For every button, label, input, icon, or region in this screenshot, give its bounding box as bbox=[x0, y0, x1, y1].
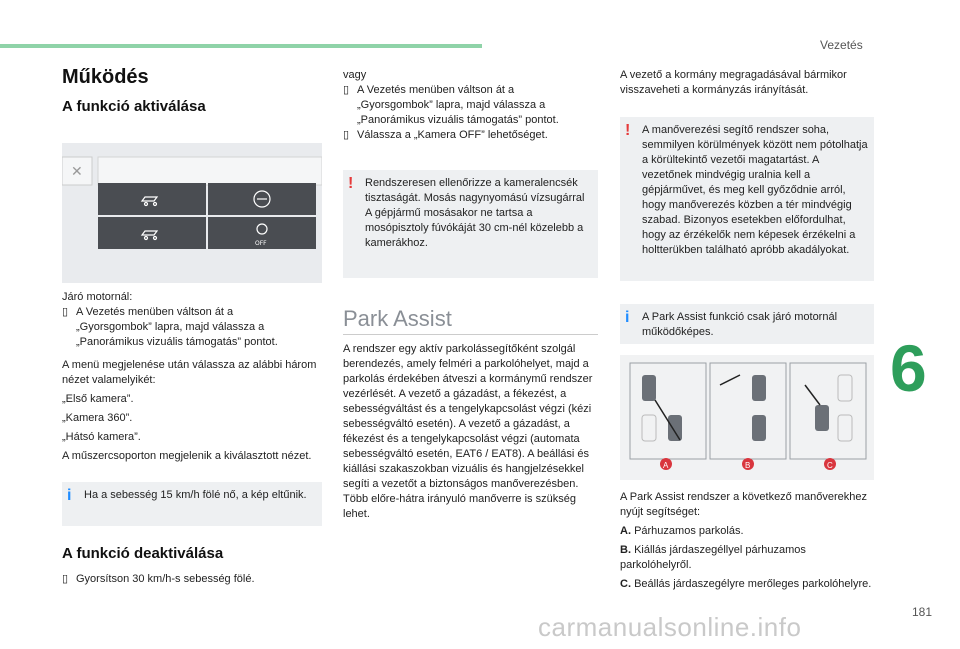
section-title-park-assist: Park Assist bbox=[343, 306, 452, 331]
bullet-item bbox=[343, 83, 598, 98]
view-option: „Hátsó kamera”. bbox=[62, 431, 141, 443]
bullet-icon: ▯ bbox=[343, 129, 350, 141]
list-item bbox=[620, 524, 875, 539]
subheading-deactivation: A funkció deaktiválása bbox=[62, 545, 224, 562]
subheading-activation: A funkció aktiválása bbox=[62, 98, 206, 115]
bullet-text-cont: „Panorámikus vizuális támogatás” pontot. bbox=[76, 336, 278, 348]
camera-off-text bbox=[343, 68, 598, 143]
bullet-icon: ▯ bbox=[62, 573, 69, 585]
list-key: A. bbox=[620, 525, 631, 537]
list-value: Beállás járdaszegélyre merőleges parkolóhelyre. bbox=[634, 578, 872, 590]
screen-image bbox=[62, 143, 322, 283]
parking-diagram bbox=[620, 355, 874, 480]
paragraph: A vezető a kormány megragadásával bármikor visszaveheti a kormányzás irányítását. bbox=[620, 69, 847, 96]
paragraph: vagy bbox=[343, 69, 367, 81]
deactivation-text bbox=[62, 572, 324, 587]
bullet-text: Gyorsítson 30 km/h-s sebesség fölé. bbox=[76, 573, 255, 585]
list-item bbox=[620, 577, 875, 592]
bullet-item bbox=[343, 128, 598, 143]
note-text: Rendszeresen ellenőrizze a kameralencsék tisztaságát. Mosás nagynyomású vízsugárral A gépjármű mosásakor ne tartsa a mosópisztoly fúvókáját 30 cm-nél közelebb a kamerákhoz. bbox=[365, 177, 585, 249]
activation-text bbox=[62, 290, 324, 464]
park-assist-text bbox=[343, 342, 598, 522]
list-item bbox=[620, 543, 875, 573]
bullet-text: Válassza a „Kamera OFF” lehetőséget. bbox=[357, 129, 548, 141]
maneuver-text bbox=[620, 490, 875, 592]
note-text: Ha a sebesség 15 km/h fölé nő, a kép eltűnik. bbox=[84, 489, 307, 501]
warning-note bbox=[343, 170, 598, 278]
bullet-item bbox=[62, 572, 324, 587]
list-key: B. bbox=[620, 544, 631, 556]
warning-icon: ! bbox=[348, 175, 354, 192]
paragraph: Járó motornál: bbox=[62, 291, 133, 303]
view-option: „Kamera 360”. bbox=[62, 412, 133, 424]
bullet-text: A Vezetés menüben váltson át a bbox=[357, 84, 515, 96]
page-title: Működés bbox=[62, 66, 149, 88]
label-a: A bbox=[663, 461, 669, 470]
warning-note bbox=[620, 117, 874, 281]
section-name: Vezetés bbox=[820, 38, 863, 52]
steering-text bbox=[620, 68, 875, 98]
bullet-item bbox=[62, 305, 324, 320]
top-accent-bar bbox=[0, 44, 482, 48]
bullet-text-cont: „Panorámikus vizuális támogatás” pontot. bbox=[357, 114, 559, 126]
off-label: OFF bbox=[255, 240, 267, 247]
note-text: A manőverezési segítő rendszer soha, semmilyen körülmények között nem pótolhatja a körültekintő vezetői magatartást. A vezetőnek mindvégig uralnia kell a gépjárművet, és meg kell győződnie arról, hogy manőverezés közben a tér mindvégig szabad. Bizonyos esetekben előfordulhat, hogy az érzékelők nem képesek érzékelni a holtterükben található apróbb akadályokat. bbox=[642, 124, 868, 256]
bullet-icon: ▯ bbox=[343, 84, 350, 96]
info-icon: i bbox=[67, 487, 72, 504]
divider bbox=[343, 334, 598, 335]
info-icon: i bbox=[625, 309, 630, 326]
camera-buttons-graphic bbox=[62, 143, 322, 283]
list-value: Kiállás járdaszegéllyel párhuzamos parkolóhelyről. bbox=[620, 544, 806, 571]
parking-scenarios-graphic bbox=[620, 355, 874, 480]
bullet-icon: ▯ bbox=[62, 306, 69, 318]
chapter-number: 6 bbox=[890, 331, 927, 405]
list-value: Párhuzamos parkolás. bbox=[634, 525, 744, 537]
info-note bbox=[62, 482, 322, 526]
paragraph: A Park Assist rendszer a következő manőverekhez nyújt segítséget: bbox=[620, 491, 868, 518]
label-c: C bbox=[827, 461, 833, 470]
paragraph: A rendszer egy aktív parkolássegítőként szolgál berendezés, amely felméri a parkolóhelyet, majd a parkolás érdekében átveszi a kormánymű rendszer vezérlését. A vezető a gázadást, a fékezést, a sebességváltást és a tengelykapcsolást végzi (kézi sebességváltó esetén). A vezető a gázadást, a fékezést és a tengelykapcsolást végzi (automata sebességváltó esetén, EAT6 / EAT8). A beállási és kiállási szakaszokban vizuális és hangjelzésekkel segíti a vezetőt a biztonságos manőverezésben. Több előre-hátra irányuló manőverre is szükség lehet. bbox=[343, 343, 593, 520]
bullet-text-cont: „Gyorsgombok” lapra, majd válassza a bbox=[76, 321, 265, 333]
bullet-text-cont: „Gyorsgombok” lapra, majd válassza a bbox=[357, 99, 546, 111]
page-number: 181 bbox=[912, 605, 933, 619]
label-b: B bbox=[745, 461, 751, 470]
bullet-text: A Vezetés menüben váltson át a bbox=[76, 306, 234, 318]
view-option: „Első kamera”. bbox=[62, 393, 134, 405]
svg-text:✕: ✕ bbox=[71, 164, 83, 180]
warning-icon: ! bbox=[625, 122, 631, 139]
paragraph: A menü megjelenése után válassza az alábbi három nézet valamelyikét: bbox=[62, 359, 317, 386]
info-note bbox=[620, 304, 874, 344]
list-key: C. bbox=[620, 578, 631, 590]
note-text: A Park Assist funkció csak járó motornál működőképes. bbox=[642, 311, 838, 338]
watermark: carmanualsonline.info bbox=[538, 612, 802, 642]
paragraph: A műszercsoporton megjelenik a kiválasztott nézet. bbox=[62, 450, 312, 462]
